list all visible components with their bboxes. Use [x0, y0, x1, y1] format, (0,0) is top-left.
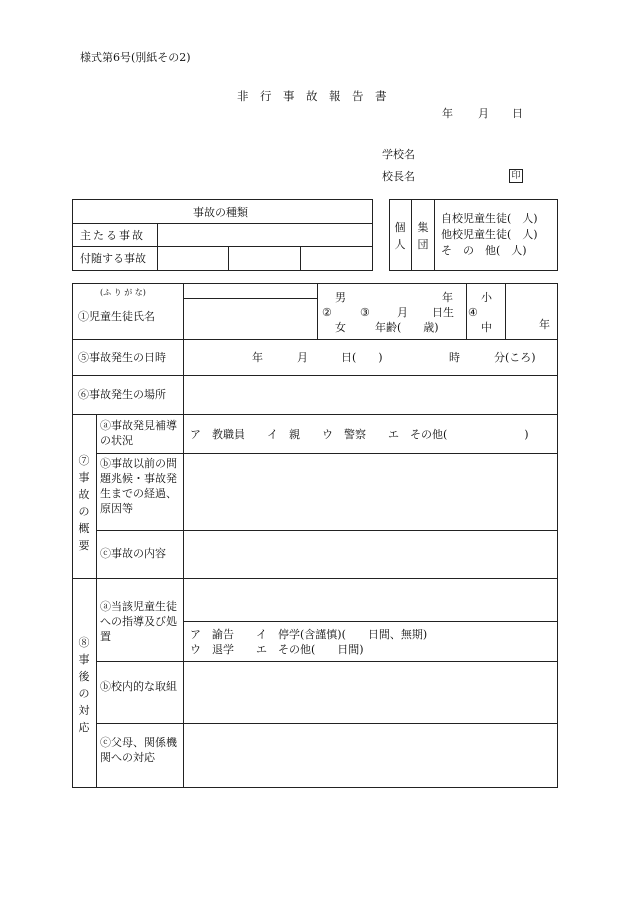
birth-month-label: 月: [397, 306, 408, 319]
guidance-label: ⓐ当該児童生徒への指導及び処置: [100, 600, 177, 643]
school-number: ④: [468, 306, 478, 319]
school-efforts-label: ⓑ校内的な取組: [100, 680, 177, 693]
discovery-label: ⓐ事故発見補導の状況: [100, 419, 177, 447]
sex-male-label: 男: [335, 291, 346, 304]
guidance-options-line2: ウ 退学 エ その他( 日間): [190, 643, 364, 656]
main-incident-label: 主たる事故: [80, 229, 145, 242]
birth-day-label: 日生: [432, 306, 454, 319]
before-incident-label: ⓑ事故以前の問題兆候・事故発生までの経過、原因等: [100, 457, 177, 515]
datetime-day: 日( ): [341, 351, 383, 364]
sex-number: ②: [322, 306, 332, 319]
sub-incident-label: 付随する事故: [80, 252, 146, 265]
date-month-label: 月: [478, 107, 489, 120]
discovery-options: ア 教職員 イ 親 ウ 警察 エ その他( ): [190, 428, 529, 441]
datetime-label: ⑤事故発生の日時: [78, 351, 166, 364]
school-middle-label: 中: [481, 321, 492, 334]
other-count: そ の 他( 人): [441, 244, 527, 257]
birth-year-label: 年: [442, 291, 453, 304]
birth-number: ③: [360, 306, 370, 319]
place-label: ⑥事故発生の場所: [78, 388, 166, 401]
individual-label: 個人: [394, 221, 406, 251]
datetime-hour: 時: [449, 351, 460, 364]
response-label: ⑧事後の対応: [78, 636, 90, 734]
incident-type-header: 事故の種類: [193, 206, 248, 219]
other-school-count: 他校児童生徒( 人): [441, 228, 538, 241]
date-day-label: 日: [512, 107, 523, 120]
age-label: 年齢( 歳): [375, 321, 439, 334]
group-label: 集団: [417, 221, 429, 251]
date-year-label: 年: [442, 107, 453, 120]
student-name-label: ①児童生徒氏名: [78, 310, 155, 323]
seal-mark: 印: [509, 169, 523, 183]
school-elementary-label: 小: [481, 291, 492, 304]
overview-label: ⑦事故の概要: [78, 454, 90, 552]
guidance-options-line1: ア 諭告 イ 停学(含謹慎)( 日間、無期): [190, 628, 428, 641]
datetime-month: 月: [297, 351, 308, 364]
own-school-count: 自校児童生徒( 人): [441, 212, 538, 225]
page-title: 非 行 事 故 報 告 書: [237, 89, 387, 103]
incident-content-label: ⓒ事故の内容: [100, 547, 166, 560]
datetime-minute: 分(ころ): [494, 351, 536, 364]
parents-response-label: ⓒ父母、関係機関への対応: [100, 736, 177, 764]
principal-name-label: 校長名: [382, 170, 415, 183]
datetime-year: 年: [252, 351, 263, 364]
grade-label: 年: [539, 318, 550, 331]
form-number: 様式第6号(別紙その2): [80, 51, 191, 64]
sex-female-label: 女: [335, 321, 346, 334]
school-name-label: 学校名: [382, 148, 415, 161]
furigana-label: (ふ り が な): [100, 288, 146, 297]
